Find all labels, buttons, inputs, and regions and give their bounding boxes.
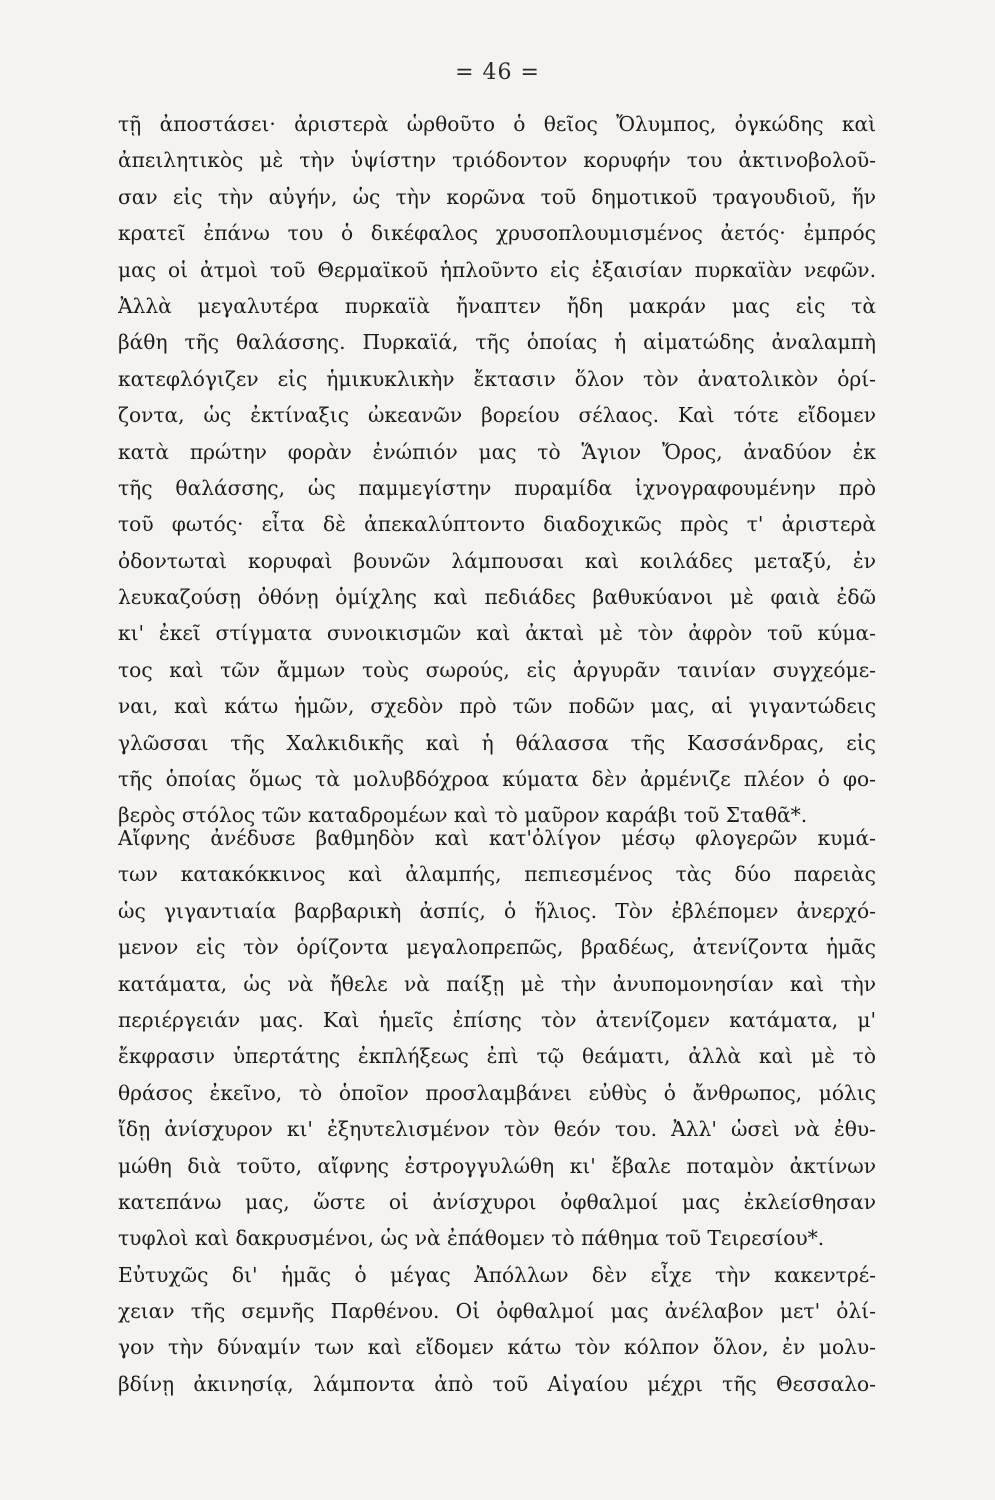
paragraph-2 [118, 820, 876, 1402]
text-line: Αἴφνης ἀνέδυσε βαθμηδὸν καὶ κατ'ὀλίγον μέσῳ φλογερῶν κυμά- [118, 826, 876, 850]
text-line: κατεφλόγιζεν εἰς ἡμικυκλικὴν ἔκτασιν ὅλον τὸν ἀνατολικὸν ὁρί- [118, 366, 876, 391]
text-line: γον τὴν δύναμίν των καὶ εἴδομεν κάτω τὸν κόλπον ὅλον, ἐν μολυ- [118, 1335, 876, 1360]
text-line: ὡς γιγαντιαία βαρβαρικὴ ἀσπίς, ὁ ἥλιος. Τὸν ἐβλέπομεν ἀνερχό- [118, 898, 876, 923]
text-line: περιέργειάν μας. Καὶ ἡμεῖς ἐπίσης τὸν ἀτενίζομεν κατάματα, μ' [118, 1007, 876, 1032]
text-line: κατάματα, ὡς νὰ ἤθελε νὰ παίξῃ μὲ τὴν ἀνυπομονησίαν καὶ τὴν [118, 971, 876, 996]
text-line: χειαν τῆς σεμνῆς Παρθένου. Οἱ ὀφθαλμοί μας ἀνέλαβον μετ' ὀλί- [118, 1299, 876, 1324]
text-line: ἴδῃ ἀνίσχυρον κι' ἐξηυτελισμένον τὸν θεόν του. Ἀλλ' ὡσεὶ νὰ ἐθυ- [118, 1117, 876, 1142]
text-line: βδίνῃ ἀκινησίᾳ, λάμποντα ἀπὸ τοῦ Αἰγαίου μέχρι τῆς Θεσσαλο- [118, 1371, 876, 1396]
text-line: τοῦ φωτός· εἶτα δὲ ἀπεκαλύπτοντο διαδοχικῶς πρὸς τ' ἀριστερὰ [118, 512, 876, 537]
text-line: των κατακόκκινος καὶ ἀλαμπής, πεπιεσμένος τὰς δύο παρειὰς [118, 862, 876, 887]
text-line: Ἀλλὰ μεγαλυτέρα πυρκαϊὰ ἤναπτεν ἤδη μακράν μας εἰς τὰ [118, 293, 876, 318]
text-line: βερὸς στόλος τῶν καταδρομέων καὶ τὸ μαῦρον καράβι τοῦ Σταθᾶ*. [118, 803, 808, 828]
text-line: τῆς θαλάσσης, ὡς παμμεγίστην πυραμίδα ἰχνογραφουμένην πρὸ [118, 475, 876, 500]
text-line: θράσος ἐκεῖνο, τὸ ὁποῖον προσλαμβάνει εὐθὺς ὁ ἄνθρωπος, μόλις [118, 1080, 876, 1105]
paragraph-1 [118, 106, 876, 834]
page-number: = 46 = [455, 60, 540, 85]
text-line: ἀπειλητικὸς μὲ τὴν ὑψίστην τριόδοντον κορυφήν του ἀκτινοβολοῦ- [118, 148, 876, 173]
text-line: μας οἱ ἀτμοὶ τοῦ Θερμαϊκοῦ ἡπλοῦντο εἰς ἐξαισίαν πυρκαϊὰν νεφῶν. [118, 257, 876, 282]
text-line: τος καὶ τῶν ἄμμων τοὺς σωρούς, εἰς ἀργυρᾶν ταινίαν συγχεόμε- [118, 657, 876, 682]
text-line: βάθη τῆς θαλάσσης. Πυρκαϊά, τῆς ὁποίας ἡ αἱματώδης ἀναλαμπὴ [118, 330, 876, 355]
text-line: μενον εἰς τὸν ὁρίζοντα μεγαλοπρεπῶς, βραδέως, ἀτενίζοντα ἡμᾶς [118, 935, 876, 960]
text-line: τῇ ἀποστάσει· ἀριστερὰ ὡρθοῦτο ὁ θεῖος Ὄλυμπος, ὀγκώδης καὶ [118, 112, 876, 136]
text-line: ναι, καὶ κάτω ἡμῶν, σχεδὸν πρὸ τῶν ποδῶν μας, αἱ γιγαντώδεις [118, 694, 876, 719]
text-line: κατὰ πρώτην φορὰν ἐνώπιόν μας τὸ Ἅγιον Ὄρος, ἀναδύον ἐκ [118, 439, 876, 464]
text-line: ὀδοντωταὶ κορυφαὶ βουνῶν λάμπουσαι καὶ κοιλάδες μεταξύ, ἐν [118, 548, 876, 573]
text-line: Εὐτυχῶς δι' ἡμᾶς ὁ μέγας Ἀπόλλων δὲν εἶχε τὴν κακεντρέ- [118, 1262, 876, 1287]
text-line: τυφλοὶ καὶ δακρυσμένοι, ὡς νὰ ἐπάθομεν τὸ πάθημα τοῦ Τειρεσίου*. [118, 1226, 825, 1251]
text-line: ἔκφρασιν ὑπερτάτης ἐκπλήξεως ἐπὶ τῷ θεάματι, ἀλλὰ καὶ μὲ τὸ [118, 1044, 876, 1069]
text-line: μώθη διὰ τοῦτο, αἴφνης ἐστρογγυλώθη κι' ἔβαλε ποταμὸν ἀκτίνων [118, 1153, 876, 1178]
text-line: τῆς ὁποίας ὅμως τὰ μολυβδόχροα κύματα δὲν ἀρμένιζε πλέον ὁ φο- [118, 767, 876, 792]
text-line: κι' ἐκεῖ στίγματα συνοικισμῶν καὶ ἀκταὶ μὲ τὸν ἀφρὸν τοῦ κύμα- [118, 621, 876, 646]
text-line: λευκαζούσῃ ὀθόνῃ ὁμίχλης καὶ πεδιάδες βαθυκύανοι μὲ φαιὰ ἐδῶ [118, 585, 876, 610]
text-line: σαν εἰς τὴν αὐγήν, ὡς τὴν κορῶνα τοῦ δημοτικοῦ τραγουδιοῦ, ἥν [118, 184, 876, 209]
text-line: κρατεῖ ἐπάνω του ὁ δικέφαλος χρυσοπλουμισμένος ἀετός· ἐμπρός [118, 221, 876, 246]
text-line: γλῶσσαι τῆς Χαλκιδικῆς καὶ ἡ θάλασσα τῆς Κασσάνδρας, εἰς [118, 730, 876, 755]
text-line: κατεπάνω μας, ὥστε οἱ ἀνίσχυροι ὀφθαλμοί μας ἐκλείσθησαν [118, 1189, 876, 1214]
text-line: ζοντα, ὡς ἐκτίναξις ὠκεανῶν βορείου σέλαος. Καὶ τότε εἴδομεν [118, 403, 876, 428]
